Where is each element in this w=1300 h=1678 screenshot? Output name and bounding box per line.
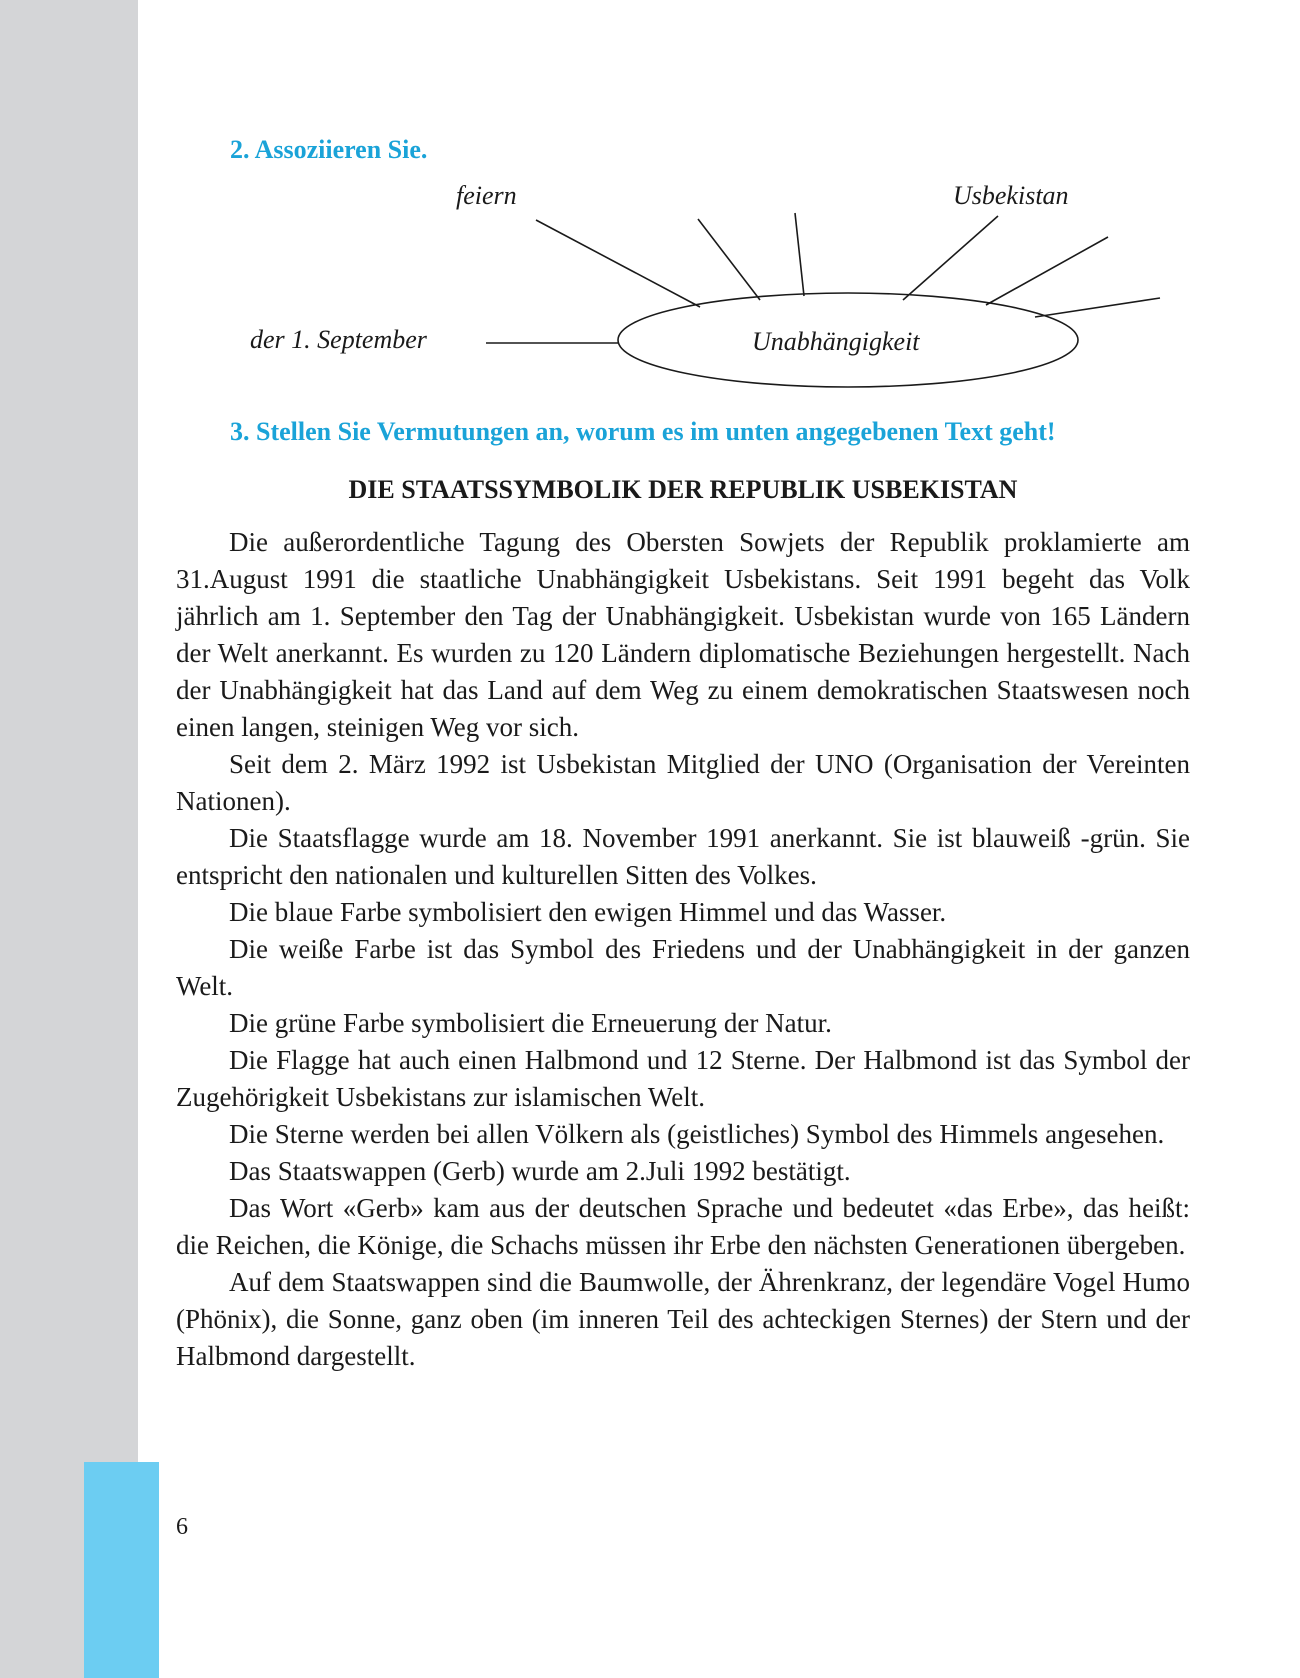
article-paragraph: Seit dem 2. März 1992 ist Usbekistan Mitglied der UNO (Organisation der Vereinten Nationen). xyxy=(176,749,1190,816)
diagram-label-feiern: feiern xyxy=(456,181,517,210)
association-diagram xyxy=(0,0,1300,420)
diagram-center-ellipse xyxy=(618,293,1078,387)
article-paragraph: Die Staatsflagge wurde am 18. November 1991 anerkannt. Sie ist blauweiß -grün. Sie entspricht den nationalen und kulturellen Sitten des Volkes. xyxy=(176,823,1190,890)
diagram-label-september: der 1. September xyxy=(250,325,427,354)
diagram-line xyxy=(1035,298,1160,317)
page-corner-tab xyxy=(84,1462,159,1678)
article-paragraph: Die weiße Farbe ist das Symbol des Friedens und der Unabhängigkeit in der ganzen Welt. xyxy=(176,934,1190,1001)
article-paragraph: Die grüne Farbe symbolisiert die Erneuerung der Natur. xyxy=(229,1008,832,1038)
diagram-line xyxy=(536,220,700,307)
page-number: 6 xyxy=(176,1514,188,1540)
diagram-label-usbekistan: Usbekistan xyxy=(953,181,1069,210)
diagram-line xyxy=(903,216,998,300)
page-margin-strip xyxy=(0,0,138,1678)
article-paragraph: Die Flagge hat auch einen Halbmond und 12 Sterne. Der Halbmond ist das Symbol der Zugehörigkeit Usbekistans zur islamischen Welt. xyxy=(176,1045,1190,1112)
article-paragraph: Die blaue Farbe symbolisiert den ewigen Himmel und das Wasser. xyxy=(229,897,947,927)
article-paragraph: Auf dem Staatswappen sind die Baumwolle, der Ährenkranz, der legendäre Vogel Humo (Phönix), die Sonne, ganz oben (im inneren Teil des achteckigen Sternes) der Stern und der Halbmond dargestellt. xyxy=(176,1267,1190,1371)
article-paragraph: Die Sterne werden bei allen Völkern als (geistliches) Symbol des Himmels angesehen. xyxy=(229,1119,1165,1149)
diagram-line xyxy=(795,213,804,296)
article-paragraph: Das Wort «Gerb» kam aus der deutschen Sprache und bedeutet «das Erbe», das heißt: die Reichen, die Könige, die Schachs müssen ihr Erbe den nächsten Generationen übergeben. xyxy=(176,1193,1190,1260)
diagram-center-label: Unabhängigkeit xyxy=(752,327,920,356)
article-paragraph: Die außerordentliche Tagung des Obersten Sowjets der Republik proklamierte am 31.August 1991 die staatliche Unabhängigkeit Usbekistans. Seit 1991 begeht das Volk jährlich am 1. September den Tag der Unabhängigkeit. Usbekistan wurde von 165 Ländern der Welt anerkannt. Es wurden zu 120 Ländern diplomatische Beziehungen hergestellt. Nach der Unabhängigkeit hat das Land auf dem Weg zu einem demokratischen Staatswesen noch einen langen, steinigen Weg vor sich. xyxy=(176,527,1190,742)
task-3-heading: 3. Stellen Sie Vermutungen an, worum es im unten angegebenen Text geht! xyxy=(230,417,1056,446)
diagram-line xyxy=(698,219,760,300)
article-title: DIE STAATSSYMBOLIK DER REPUBLIK USBEKISTAN xyxy=(348,475,1018,504)
article-paragraph: Das Staatswappen (Gerb) wurde am 2.Juli 1992 bestätigt. xyxy=(229,1156,851,1186)
task-2-heading: 2. Assoziieren Sie. xyxy=(230,135,428,164)
diagram-line xyxy=(986,237,1108,305)
article-body xyxy=(176,524,1190,1375)
